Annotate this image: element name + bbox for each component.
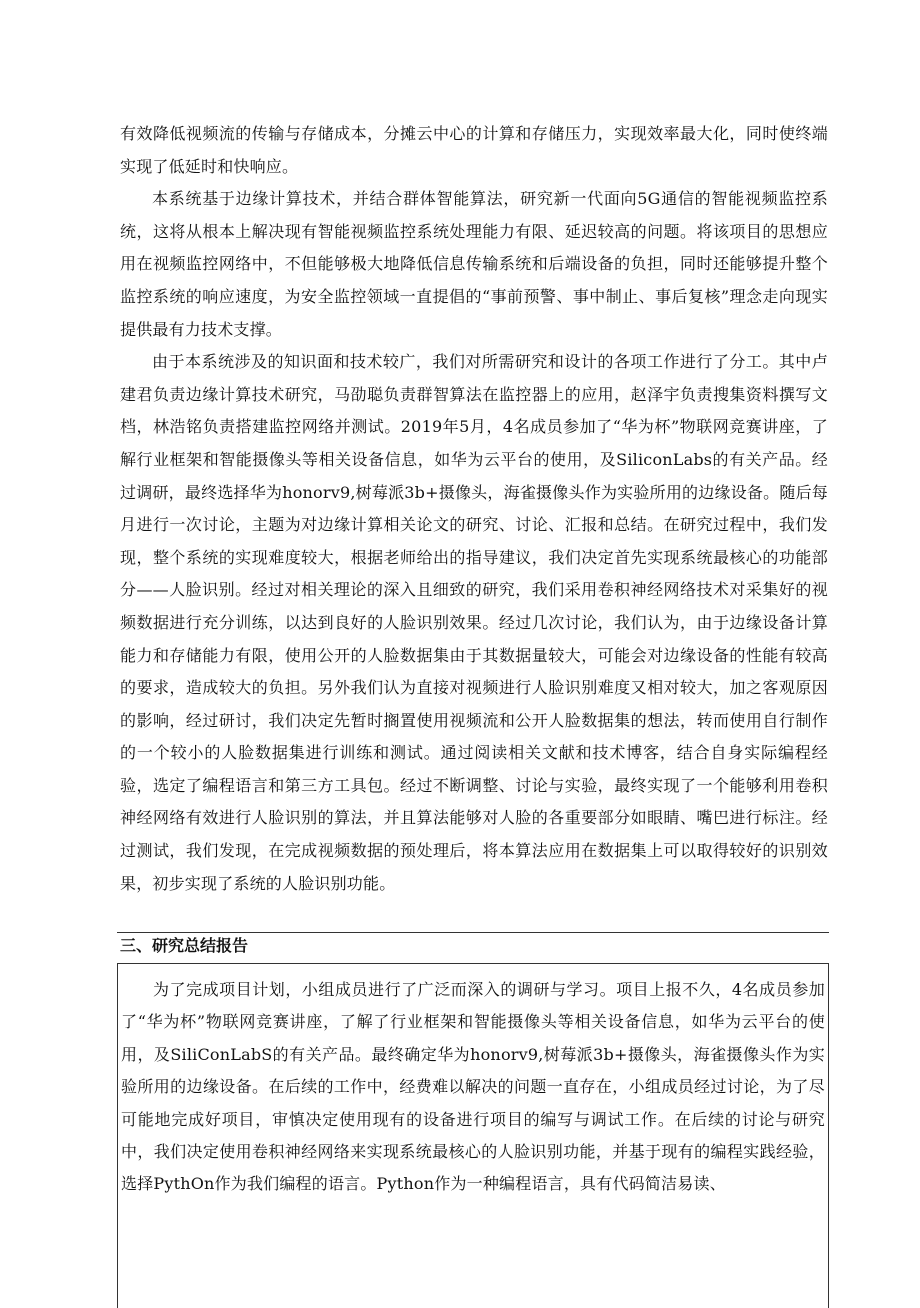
report-box <box>117 963 829 1308</box>
body-text <box>120 118 828 900</box>
section-heading: 三、研究总结报告 <box>120 936 249 955</box>
report-paragraph-1: 为了完成项目计划，小组成员进行了广泛而深入的调研与学习。项目上报不久，4名成员参加了“华为杯”物联网竞赛讲座，了解了行业框架和智能摄像头等相关设备信息，如华为云平台的使用，及SiliConLabS的有关产品。最终确定华为honorv9,树莓派3b+摄像头，海雀摄像头作为实验所用的边缘设备。在后续的工作中，经费难以解决的问题一直存在，小组成员经过讨论，为了尽可能地完成好项目，审慎决定使用现有的设备进行项目的编写与调试工作。在后续的讨论与研究中，我们决定使用卷积神经网络来实现系统最核心的人脸识别功能，并基于现有的编程实践经验，选择PythOn作为我们编程的语言。Python作为一种编程语言，具有代码简洁易读、 <box>121 980 825 1194</box>
paragraph-3: 由于本系统涉及的知识面和技术较广，我们对所需研究和设计的各项工作进行了分工。其中卢建君负责边缘计算技术研究，马劭聪负责群智算法在监控器上的应用，赵泽宇负责搜集资料撰写文档，林浩铭负责搭建监控网络并测试。2019年5月，4名成员参加了“华为杯”物联网竞赛讲座，了解行业框架和智能摄像头等相关设备信息，如华为云平台的使用，及SiliconLabs的有关产品。经过调研，最终选择华为honorv9,树莓派3b+摄像头，海雀摄像头作为实验所用的边缘设备。随后每月进行一次讨论，主题为对边缘计算相关论文的研究、讨论、汇报和总结。在研究过程中，我们发现，整个系统的实现难度较大，根据老师给出的指导建议，我们决定首先实现系统最核心的功能部分——人脸识别。经过对相关理论的深入且细致的研究，我们采用卷积神经网络技术对采集好的视频数据进行充分训练，以达到良好的人脸识别效果。经过几次讨论，我们认为，由于边缘设备计算能力和存储能力有限，使用公开的人脸数据集由于其数据量较大，可能会对边缘设备的性能有较高的要求，造成较大的负担。另外我们认为直接对视频进行人脸识别难度又相对较大，加之客观原因的影响，经过研讨，我们决定先暂时搁置使用视频流和公开人脸数据集的想法，转而使用自行制作的一个较小的人脸数据集进行训练和测试。通过阅读相关文献和技术博客，结合自身实际编程经验，选定了编程语言和第三方工具包。经过不断调整、讨论与实验，最终实现了一个能够利用卷积神经网络有效进行人脸识别的算法，并且算法能够对人脸的各重要部分如眼睛、嘴巴进行标注。经过测试，我们发现，在完成视频数据的预处理后，将本算法应用在数据集上可以取得较好的识别效果，初步实现了系统的人脸识别功能。 <box>120 352 828 893</box>
paragraph-2: 本系统基于边缘计算技术，并结合群体智能算法，研究新一代面向5G通信的智能视频监控系统，这将从根本上解决现有智能视频监控系统处理能力有限、延迟较高的问题。将该项目的思想应用在视频监控网络中，不但能够极大地降低信息传输系统和后端设备的负担，同时还能够提升整个监控系统的响应速度，为安全监控领域一直提倡的“事前预警、事中制止、事后复核”理念走向现实提供最有力技术支撑。 <box>120 189 828 339</box>
report-text <box>121 974 825 1201</box>
paragraph-1: 有效降低视频流的传输与存储成本，分摊云中心的计算和存储压力，实现效率最大化，同时使终端实现了低延时和快响应。 <box>120 124 828 176</box>
